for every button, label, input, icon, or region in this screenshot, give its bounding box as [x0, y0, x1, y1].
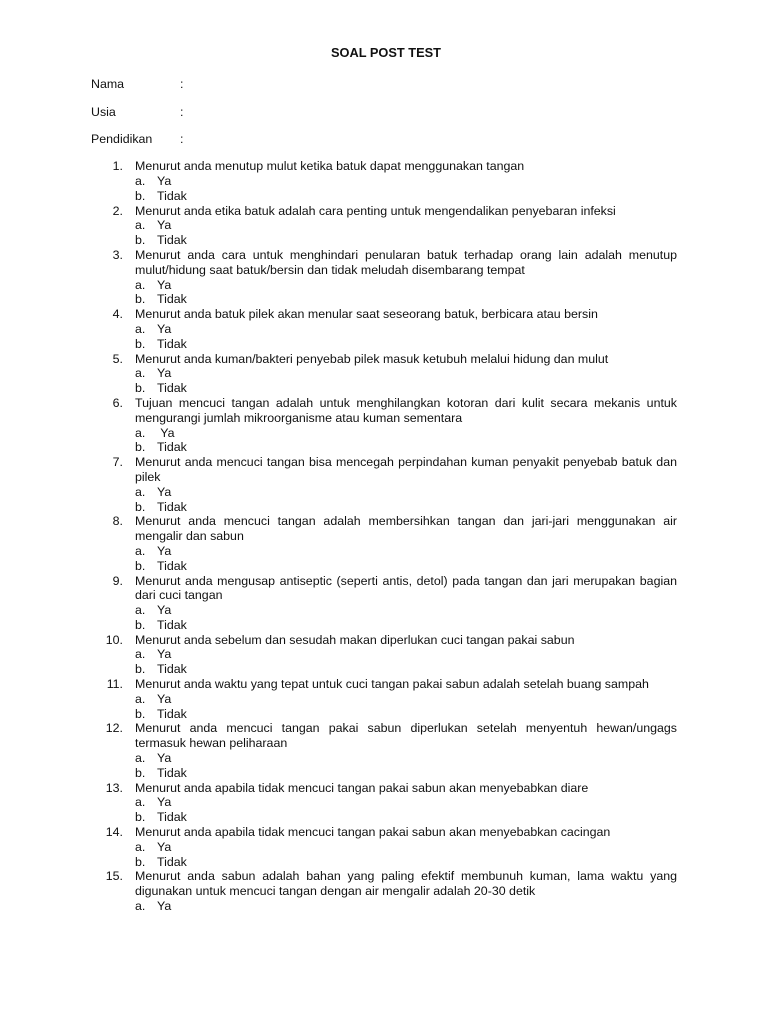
option-letter: b.	[135, 292, 146, 307]
question-item	[91, 633, 677, 677]
field-label: Nama	[91, 76, 125, 91]
question-text: Menurut anda sabun adalah bahan yang paling efektif membunuh kuman, lama waktu yang digunakan untuk mencuci tangan dengan air mengalir adalah 20-30 detik	[135, 869, 677, 899]
question-number: 9.	[112, 573, 123, 588]
question-item	[91, 721, 677, 780]
option-text: Ya	[157, 647, 172, 662]
answer-option[interactable]	[135, 559, 677, 574]
question-text: Menurut anda sebelum dan sesudah makan diperlukan cuci tangan pakai sabun	[135, 632, 575, 647]
option-text: Ya	[157, 603, 172, 618]
option-text: Ya	[157, 751, 172, 766]
option-text: Tidak	[157, 233, 187, 248]
question-number: 10.	[105, 632, 123, 647]
option-text: Ya	[157, 277, 172, 292]
field-colon: :	[180, 104, 184, 119]
option-letter: a.	[135, 218, 146, 233]
question-text: Menurut anda mencuci tangan pakai sabun diperlukan setelah menyentuh hewan/ungags termasuk hewan peliharaan	[135, 721, 677, 751]
question-number: 7.	[112, 455, 123, 470]
question-item	[91, 248, 677, 307]
option-letter: a.	[135, 543, 146, 558]
question-item	[91, 159, 677, 203]
option-text: Tidak	[157, 440, 187, 455]
field-usia	[91, 105, 677, 120]
question-list	[91, 159, 677, 914]
option-letter: a.	[135, 603, 146, 618]
option-letter: b.	[135, 233, 146, 248]
option-text: Ya	[157, 321, 172, 336]
option-letter: a.	[135, 173, 146, 188]
option-letter: a.	[135, 691, 146, 706]
answer-option[interactable]	[135, 337, 677, 352]
option-text: Tidak	[157, 854, 187, 869]
answer-options	[135, 174, 677, 204]
option-text: Ya	[157, 173, 172, 188]
answer-option[interactable]	[135, 855, 677, 870]
option-text: Tidak	[157, 765, 187, 780]
answer-options	[135, 366, 677, 396]
question-item	[91, 455, 677, 514]
question-item	[91, 869, 677, 913]
question-text: Menurut anda kuman/bakteri penyebab pilek masuk ketubuh melalui hidung dan mulut	[135, 351, 609, 366]
question-item	[91, 307, 677, 351]
question-text: Menurut anda mencuci tangan adalah membersihkan tangan dan jari-jari menggunakan air mengalir dan sabun	[135, 514, 677, 544]
question-number: 11.	[106, 677, 123, 692]
question-number: 1.	[112, 159, 123, 174]
answer-options	[135, 603, 677, 633]
question-item	[91, 352, 677, 396]
option-letter: a.	[135, 647, 146, 662]
answer-options	[135, 218, 677, 248]
field-colon: :	[180, 132, 184, 147]
option-letter: b.	[135, 440, 146, 455]
question-text: Menurut anda waktu yang tepat untuk cuci tangan pakai sabun adalah setelah buang sampah	[135, 677, 649, 692]
field-label: Usia	[91, 104, 116, 119]
option-letter: b.	[135, 662, 146, 677]
question-number: 6.	[112, 395, 123, 410]
option-text: Tidak	[157, 810, 187, 825]
answer-option[interactable]	[135, 840, 677, 855]
option-letter: a.	[135, 899, 146, 914]
answer-options	[135, 278, 677, 308]
answer-options	[135, 751, 677, 781]
answer-option[interactable]	[135, 751, 677, 766]
question-number: 12.	[105, 721, 123, 736]
question-item	[91, 514, 677, 573]
option-text: Ya	[157, 691, 172, 706]
answer-option[interactable]	[135, 292, 677, 307]
answer-option[interactable]	[135, 218, 677, 233]
question-number: 15.	[105, 869, 123, 884]
answer-option[interactable]	[135, 500, 677, 515]
question-number: 2.	[112, 203, 123, 218]
option-text: Ya	[157, 484, 172, 499]
answer-option[interactable]	[135, 647, 677, 662]
answer-option[interactable]	[135, 381, 677, 396]
option-letter: b.	[135, 765, 146, 780]
question-number: 3.	[112, 247, 123, 262]
option-letter: a.	[135, 366, 146, 381]
option-text: Tidak	[157, 381, 187, 396]
option-text: Ya	[157, 425, 175, 440]
answer-option[interactable]	[135, 440, 677, 455]
field-pendidikan	[91, 132, 677, 147]
option-text: Ya	[157, 543, 172, 558]
question-text: Menurut anda batuk pilek akan menular saat seseorang batuk, berbicara atau bersin	[135, 307, 598, 322]
field-colon: :	[180, 76, 184, 91]
option-text: Tidak	[157, 706, 187, 721]
answer-option[interactable]	[135, 603, 677, 618]
option-letter: a.	[135, 751, 146, 766]
answer-options	[135, 426, 677, 456]
option-text: Tidak	[157, 558, 187, 573]
answer-option[interactable]	[135, 707, 677, 722]
answer-option[interactable]	[135, 766, 677, 781]
answer-option[interactable]	[135, 692, 677, 707]
option-text: Tidak	[157, 336, 187, 351]
option-letter: a.	[135, 425, 146, 440]
question-number: 8.	[112, 514, 123, 529]
answer-option[interactable]	[135, 233, 677, 248]
option-text: Ya	[157, 899, 172, 914]
question-number: 4.	[112, 307, 123, 322]
answer-option[interactable]	[135, 366, 677, 381]
option-text: Ya	[157, 839, 172, 854]
answer-option[interactable]	[135, 174, 677, 189]
option-letter: a.	[135, 321, 146, 336]
question-number: 5.	[112, 351, 123, 366]
answer-options	[135, 647, 677, 677]
option-letter: b.	[135, 854, 146, 869]
answer-option[interactable]	[135, 899, 677, 914]
option-text: Tidak	[157, 662, 187, 677]
document-title: SOAL POST TEST	[331, 45, 441, 60]
answer-option[interactable]	[135, 662, 677, 677]
question-item	[91, 396, 677, 455]
answer-option[interactable]	[135, 795, 677, 810]
question-text: Menurut anda cara untuk menghindari penularan batuk terhadap orang lain adalah menutup mulut/hidung saat batuk/bersin dan tidak meludah disembarang tempat	[135, 247, 677, 277]
option-letter: b.	[135, 706, 146, 721]
answer-option[interactable]	[135, 810, 677, 825]
identity-fields	[91, 77, 677, 147]
answer-option[interactable]	[135, 544, 677, 559]
answer-options	[135, 692, 677, 722]
option-letter: b.	[135, 499, 146, 514]
answer-options	[135, 544, 677, 574]
option-letter: a.	[135, 484, 146, 499]
option-text: Ya	[157, 366, 172, 381]
option-letter: a.	[135, 839, 146, 854]
option-letter: b.	[135, 336, 146, 351]
question-text: Menurut anda mengusap antiseptic (seperti antis, detol) pada tangan dan jari merupakan bagian dari cuci tangan	[135, 573, 677, 603]
option-letter: b.	[135, 558, 146, 573]
field-label: Pendidikan	[91, 132, 153, 147]
option-text: Tidak	[157, 617, 187, 632]
question-item	[91, 781, 677, 825]
option-text: Tidak	[157, 292, 187, 307]
option-text: Ya	[157, 218, 172, 233]
answer-option[interactable]	[135, 426, 677, 441]
answer-option[interactable]	[135, 618, 677, 633]
option-letter: b.	[135, 381, 146, 396]
question-text: Menurut anda apabila tidak mencuci tangan pakai sabun akan menyebabkan diare	[135, 780, 589, 795]
field-nama	[91, 77, 677, 92]
answer-options	[135, 322, 677, 352]
answer-options	[135, 840, 677, 870]
answer-options	[135, 795, 677, 825]
question-item	[91, 825, 677, 869]
question-number: 13.	[105, 780, 123, 795]
option-letter: b.	[135, 617, 146, 632]
question-text: Menurut anda menutup mulut ketika batuk dapat menggunakan tangan	[135, 159, 525, 174]
answer-option[interactable]	[135, 322, 677, 337]
answer-options	[135, 899, 677, 914]
option-letter: a.	[135, 795, 146, 810]
question-text: Menurut anda etika batuk adalah cara penting untuk mengendalikan penyebaran infeksi	[135, 203, 616, 218]
option-letter: a.	[135, 277, 146, 292]
option-letter: b.	[135, 810, 146, 825]
question-number: 14.	[105, 825, 123, 840]
option-letter: b.	[135, 188, 146, 203]
answer-option[interactable]	[135, 485, 677, 500]
question-text: Tujuan mencuci tangan adalah untuk menghilangkan kotoran dari kulit secara mekanis untuk mengurangi jumlah mikroorganisme atau kuman sementara	[135, 395, 677, 425]
option-text: Ya	[157, 795, 172, 810]
answer-option[interactable]	[135, 189, 677, 204]
answer-option[interactable]	[135, 278, 677, 293]
question-text: Menurut anda apabila tidak mencuci tangan pakai sabun akan menyebabkan cacingan	[135, 825, 611, 840]
question-item	[91, 677, 677, 721]
option-text: Tidak	[157, 499, 187, 514]
answer-options	[135, 485, 677, 515]
question-text: Menurut anda mencuci tangan bisa mencegah perpindahan kuman penyakit penyebab batuk dan pilek	[135, 455, 677, 484]
question-item	[91, 204, 677, 248]
option-text: Tidak	[157, 188, 187, 203]
question-item	[91, 574, 677, 633]
